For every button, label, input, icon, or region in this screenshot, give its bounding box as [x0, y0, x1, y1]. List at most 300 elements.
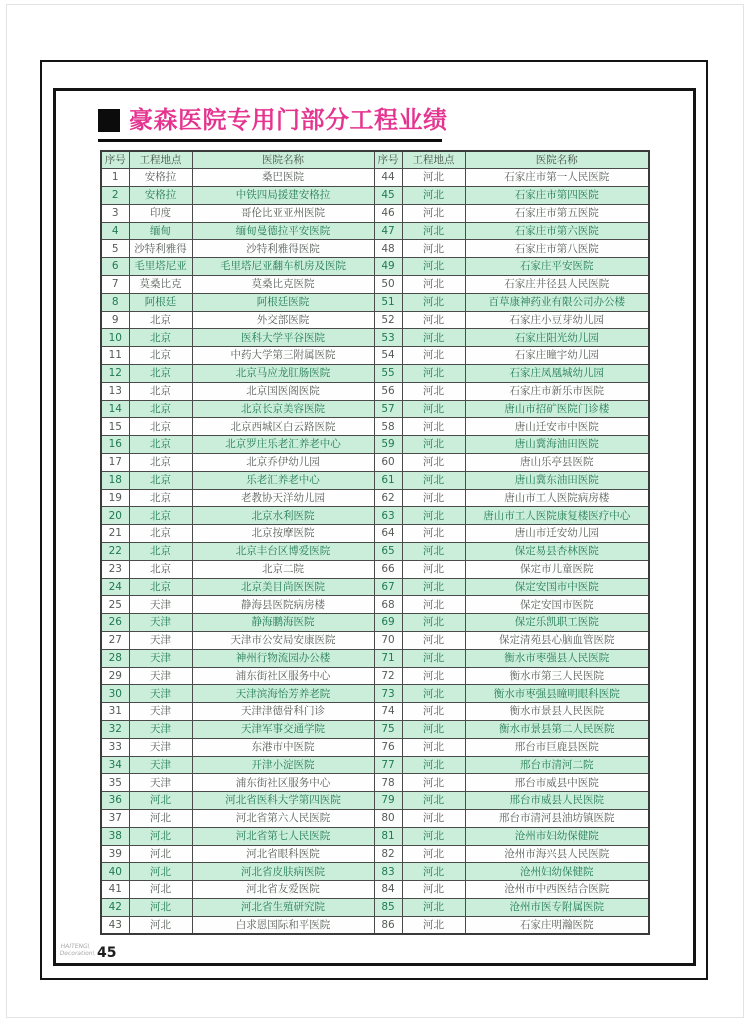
table-row: [101, 454, 649, 472]
hospital-name-cell: 北京二院: [192, 560, 374, 578]
hospital-name-cell: 天津市公安局安康医院: [192, 632, 374, 650]
brand-line-2: Decoration\: [59, 949, 96, 957]
location-cell: 河北: [402, 703, 465, 721]
serial-cell: 69: [374, 614, 402, 632]
location-cell: 北京: [129, 454, 192, 472]
location-cell: 河北: [402, 382, 465, 400]
location-cell: 北京: [129, 489, 192, 507]
location-cell: 河北: [129, 827, 192, 845]
brand-mark: [59, 944, 96, 958]
hospital-name-cell: 医科大学平谷医院: [192, 329, 374, 347]
serial-cell: 27: [101, 632, 129, 650]
table-row: [101, 240, 649, 258]
serial-cell: 36: [101, 792, 129, 810]
location-cell: 河北: [402, 685, 465, 703]
hospital-name-cell: 北京国医阁医院: [192, 382, 374, 400]
serial-cell: 75: [374, 721, 402, 739]
location-cell: 河北: [402, 738, 465, 756]
serial-cell: 28: [101, 649, 129, 667]
hospital-name-cell: 东港市中医院: [192, 738, 374, 756]
location-cell: 天津: [129, 649, 192, 667]
hospital-name-cell: 石家庄市第四医院: [465, 187, 649, 205]
serial-cell: 20: [101, 507, 129, 525]
serial-cell: 64: [374, 525, 402, 543]
serial-cell: 15: [101, 418, 129, 436]
serial-cell: 7: [101, 276, 129, 294]
serial-cell: 14: [101, 400, 129, 418]
serial-cell: 80: [374, 809, 402, 827]
hospital-name-cell: 中药大学第三附属医院: [192, 347, 374, 365]
location-cell: 北京: [129, 507, 192, 525]
location-cell: 河北: [129, 898, 192, 916]
location-cell: 北京: [129, 436, 192, 454]
table-row: [101, 632, 649, 650]
location-cell: 安格拉: [129, 187, 192, 205]
serial-cell: 29: [101, 667, 129, 685]
table-row: [101, 845, 649, 863]
location-cell: 河北: [402, 525, 465, 543]
serial-cell: 77: [374, 756, 402, 774]
serial-cell: 2: [101, 187, 129, 205]
location-cell: 北京: [129, 382, 192, 400]
hospital-name-cell: 邢台市清河二院: [465, 756, 649, 774]
hospital-name-cell: 北京马应龙肛肠医院: [192, 365, 374, 383]
hospital-name-cell: 神州行物流园办公楼: [192, 649, 374, 667]
hospital-name-cell: 石家庄市第八医院: [465, 240, 649, 258]
table-row: [101, 258, 649, 276]
location-cell: 河北: [402, 881, 465, 899]
hospital-name-cell: 石家庄市第一人民医院: [465, 169, 649, 187]
column-header-serial: 序号: [101, 151, 129, 169]
hospital-name-cell: 毛里塔尼亚翻车机房及医院: [192, 258, 374, 276]
hospital-name-cell: 北京按摩医院: [192, 525, 374, 543]
hospital-name-cell: 中铁四局援建安格拉: [192, 187, 374, 205]
hospital-name-cell: 保定易县杏林医院: [465, 543, 649, 561]
table-row: [101, 400, 649, 418]
location-cell: 河北: [402, 578, 465, 596]
serial-cell: 83: [374, 863, 402, 881]
serial-cell: 73: [374, 685, 402, 703]
location-cell: 河北: [129, 881, 192, 899]
brand-line-1: HAITENG\: [60, 943, 91, 950]
serial-cell: 13: [101, 382, 129, 400]
location-cell: 河北: [402, 543, 465, 561]
hospital-name-cell: 衡水市景县人民医院: [465, 703, 649, 721]
serial-cell: 37: [101, 809, 129, 827]
table-row: [101, 649, 649, 667]
serial-cell: 4: [101, 222, 129, 240]
location-cell: 河北: [402, 898, 465, 916]
location-cell: 河北: [402, 293, 465, 311]
hospital-name-cell: 唐山迁安市中医院: [465, 418, 649, 436]
location-cell: 北京: [129, 471, 192, 489]
location-cell: 河北: [402, 809, 465, 827]
serial-cell: 58: [374, 418, 402, 436]
hospital-name-cell: 保定安国市医院: [465, 596, 649, 614]
location-cell: 河北: [402, 863, 465, 881]
location-cell: 印度: [129, 204, 192, 222]
serial-cell: 60: [374, 454, 402, 472]
serial-cell: 82: [374, 845, 402, 863]
location-cell: 河北: [402, 418, 465, 436]
hospital-name-cell: 衡水市枣强县人民医院: [465, 649, 649, 667]
table-row: [101, 436, 649, 454]
table-row: [101, 489, 649, 507]
serial-cell: 11: [101, 347, 129, 365]
location-cell: 河北: [402, 436, 465, 454]
table-row: [101, 774, 649, 792]
hospital-name-cell: 邢台市威县人民医院: [465, 792, 649, 810]
hospital-name-cell: 沧州市妇幼保健院: [465, 827, 649, 845]
hospital-name-cell: 河北省友爱医院: [192, 881, 374, 899]
location-cell: 河北: [402, 845, 465, 863]
title-underline: [98, 139, 442, 142]
location-cell: 河北: [402, 365, 465, 383]
serial-cell: 5: [101, 240, 129, 258]
hospital-name-cell: 邢台市威县中医院: [465, 774, 649, 792]
hospital-name-cell: 沙特利雅得医院: [192, 240, 374, 258]
hospital-name-cell: 河北省医科大学第四医院: [192, 792, 374, 810]
serial-cell: 68: [374, 596, 402, 614]
hospital-name-cell: 石家庄井径县人民医院: [465, 276, 649, 294]
column-header-location: 工程地点: [402, 151, 465, 169]
table-row: [101, 596, 649, 614]
location-cell: 莫桑比克: [129, 276, 192, 294]
serial-cell: 31: [101, 703, 129, 721]
serial-cell: 57: [374, 400, 402, 418]
table-row: [101, 560, 649, 578]
location-cell: 河北: [402, 916, 465, 934]
location-cell: 河北: [402, 667, 465, 685]
projects-table: [100, 150, 650, 935]
hospital-name-cell: 开津小淀医院: [192, 756, 374, 774]
location-cell: 天津: [129, 685, 192, 703]
location-cell: 天津: [129, 756, 192, 774]
hospital-name-cell: 石家庄瞳宇幼儿园: [465, 347, 649, 365]
table-row: [101, 293, 649, 311]
table-row: [101, 471, 649, 489]
hospital-name-cell: 石家庄阳光幼儿园: [465, 329, 649, 347]
title-block: [98, 100, 448, 142]
location-cell: 河北: [129, 845, 192, 863]
hospital-name-cell: 唐山市工人医院康复楼医疗中心: [465, 507, 649, 525]
page-title: 豪森医院专用门部分工程业绩: [129, 106, 448, 134]
location-cell: 河北: [402, 347, 465, 365]
table-row: [101, 204, 649, 222]
location-cell: 北京: [129, 311, 192, 329]
location-cell: 河北: [402, 632, 465, 650]
projects-table-wrap: [100, 150, 650, 935]
hospital-name-cell: 哥伦比亚亚州医院: [192, 204, 374, 222]
table-row: [101, 792, 649, 810]
location-cell: 河北: [402, 507, 465, 525]
serial-cell: 52: [374, 311, 402, 329]
location-cell: 河北: [402, 240, 465, 258]
hospital-name-cell: 桑巴医院: [192, 169, 374, 187]
hospital-name-cell: 石家庄平安医院: [465, 258, 649, 276]
hospital-name-cell: 北京美目尚医医院: [192, 578, 374, 596]
table-row: [101, 276, 649, 294]
table-row: [101, 685, 649, 703]
hospital-name-cell: 石家庄凤凰城幼儿园: [465, 365, 649, 383]
location-cell: 河北: [129, 792, 192, 810]
hospital-name-cell: 缅甸曼德拉平安医院: [192, 222, 374, 240]
serial-cell: 18: [101, 471, 129, 489]
location-cell: 北京: [129, 418, 192, 436]
column-header-hospital: 医院名称: [192, 151, 374, 169]
serial-cell: 51: [374, 293, 402, 311]
serial-cell: 44: [374, 169, 402, 187]
serial-cell: 34: [101, 756, 129, 774]
location-cell: 河北: [402, 400, 465, 418]
serial-cell: 56: [374, 382, 402, 400]
hospital-name-cell: 乐老汇养老中心: [192, 471, 374, 489]
location-cell: 河北: [402, 560, 465, 578]
table-row: [101, 827, 649, 845]
location-cell: 北京: [129, 329, 192, 347]
serial-cell: 32: [101, 721, 129, 739]
table-row: [101, 169, 649, 187]
table-row: [101, 525, 649, 543]
location-cell: 河北: [402, 329, 465, 347]
table-row: [101, 365, 649, 383]
location-cell: 阿根廷: [129, 293, 192, 311]
hospital-name-cell: 北京长京美容医院: [192, 400, 374, 418]
location-cell: 天津: [129, 632, 192, 650]
serial-cell: 42: [101, 898, 129, 916]
location-cell: 安格拉: [129, 169, 192, 187]
hospital-name-cell: 沧州市中西医结合医院: [465, 881, 649, 899]
table-row: [101, 809, 649, 827]
table-row: [101, 667, 649, 685]
hospital-name-cell: 天津滨海怡芳养老院: [192, 685, 374, 703]
serial-cell: 81: [374, 827, 402, 845]
serial-cell: 65: [374, 543, 402, 561]
hospital-name-cell: 保定清苑县心脑血管医院: [465, 632, 649, 650]
table-row: [101, 382, 649, 400]
table-row: [101, 916, 649, 934]
serial-cell: 53: [374, 329, 402, 347]
serial-cell: 17: [101, 454, 129, 472]
serial-cell: 61: [374, 471, 402, 489]
table-row: [101, 311, 649, 329]
column-header-hospital: 医院名称: [465, 151, 649, 169]
hospital-name-cell: 老教协天洋幼儿园: [192, 489, 374, 507]
serial-cell: 79: [374, 792, 402, 810]
table-row: [101, 614, 649, 632]
hospital-name-cell: 河北省第六人民医院: [192, 809, 374, 827]
table-row: [101, 703, 649, 721]
location-cell: 缅甸: [129, 222, 192, 240]
hospital-name-cell: 唐山乐亭县医院: [465, 454, 649, 472]
hospital-name-cell: 唐山市工人医院病房楼: [465, 489, 649, 507]
hospital-name-cell: 沧州妇幼保健院: [465, 863, 649, 881]
hospital-name-cell: 石家庄市第五医院: [465, 204, 649, 222]
hospital-name-cell: 浦东街社区服务中心: [192, 667, 374, 685]
location-cell: 河北: [402, 721, 465, 739]
serial-cell: 21: [101, 525, 129, 543]
serial-cell: 43: [101, 916, 129, 934]
hospital-name-cell: 河北省皮肤病医院: [192, 863, 374, 881]
location-cell: 河北: [402, 169, 465, 187]
table-row: [101, 898, 649, 916]
location-cell: 天津: [129, 774, 192, 792]
serial-cell: 12: [101, 365, 129, 383]
hospital-name-cell: 石家庄市第六医院: [465, 222, 649, 240]
location-cell: 河北: [402, 792, 465, 810]
table-row: [101, 347, 649, 365]
serial-cell: 8: [101, 293, 129, 311]
hospital-name-cell: 北京罗庄乐老汇养老中心: [192, 436, 374, 454]
hospital-name-cell: 保定市儿童医院: [465, 560, 649, 578]
hospital-name-cell: 衡水市景县第二人民医院: [465, 721, 649, 739]
serial-cell: 33: [101, 738, 129, 756]
table-header-row: [101, 151, 649, 169]
table-row: [101, 222, 649, 240]
hospital-name-cell: 静海县医院病房楼: [192, 596, 374, 614]
location-cell: 河北: [402, 454, 465, 472]
serial-cell: 46: [374, 204, 402, 222]
serial-cell: 39: [101, 845, 129, 863]
table-row: [101, 738, 649, 756]
table-row: [101, 507, 649, 525]
table-row: [101, 329, 649, 347]
location-cell: 北京: [129, 560, 192, 578]
hospital-name-cell: 河北省生殖研究院: [192, 898, 374, 916]
hospital-name-cell: 天津军事交通学院: [192, 721, 374, 739]
hospital-name-cell: 白求恩国际和平医院: [192, 916, 374, 934]
serial-cell: 74: [374, 703, 402, 721]
serial-cell: 30: [101, 685, 129, 703]
hospital-name-cell: 保定安国市中医院: [465, 578, 649, 596]
hospital-name-cell: 邢台市巨鹿县医院: [465, 738, 649, 756]
hospital-name-cell: 石家庄明瀚医院: [465, 916, 649, 934]
serial-cell: 25: [101, 596, 129, 614]
location-cell: 天津: [129, 614, 192, 632]
serial-cell: 86: [374, 916, 402, 934]
hospital-name-cell: 北京水利医院: [192, 507, 374, 525]
hospital-name-cell: 唐山冀东油田医院: [465, 471, 649, 489]
location-cell: 河北: [402, 187, 465, 205]
serial-cell: 38: [101, 827, 129, 845]
location-cell: 天津: [129, 738, 192, 756]
serial-cell: 41: [101, 881, 129, 899]
hospital-name-cell: 河北省眼科医院: [192, 845, 374, 863]
serial-cell: 63: [374, 507, 402, 525]
location-cell: 毛里塔尼亚: [129, 258, 192, 276]
hospital-name-cell: 河北省第七人民医院: [192, 827, 374, 845]
hospital-name-cell: 唐山市招矿医院门诊楼: [465, 400, 649, 418]
hospital-name-cell: 唐山市迁安幼儿园: [465, 525, 649, 543]
hospital-name-cell: 衡水市第三人民医院: [465, 667, 649, 685]
hospital-name-cell: 邢台市清河县油坊镇医院: [465, 809, 649, 827]
serial-cell: 71: [374, 649, 402, 667]
table-row: [101, 543, 649, 561]
serial-cell: 35: [101, 774, 129, 792]
location-cell: 北京: [129, 365, 192, 383]
table-row: [101, 578, 649, 596]
hospital-name-cell: 沧州市医专附属医院: [465, 898, 649, 916]
location-cell: 河北: [402, 204, 465, 222]
serial-cell: 54: [374, 347, 402, 365]
serial-cell: 55: [374, 365, 402, 383]
location-cell: 北京: [129, 347, 192, 365]
hospital-name-cell: 石家庄市新乐市医院: [465, 382, 649, 400]
serial-cell: 70: [374, 632, 402, 650]
location-cell: 河北: [402, 649, 465, 667]
serial-cell: 26: [101, 614, 129, 632]
serial-cell: 1: [101, 169, 129, 187]
serial-cell: 16: [101, 436, 129, 454]
serial-cell: 10: [101, 329, 129, 347]
page-footer: [60, 944, 116, 961]
serial-cell: 62: [374, 489, 402, 507]
table-row: [101, 418, 649, 436]
serial-cell: 47: [374, 222, 402, 240]
hospital-name-cell: 衡水市枣强县瞳明眼科医院: [465, 685, 649, 703]
hospital-name-cell: 外交部医院: [192, 311, 374, 329]
hospital-name-cell: 阿根廷医院: [192, 293, 374, 311]
table-row: [101, 756, 649, 774]
serial-cell: 78: [374, 774, 402, 792]
hospital-name-cell: 百草康神药业有限公司办公楼: [465, 293, 649, 311]
location-cell: 北京: [129, 543, 192, 561]
serial-cell: 24: [101, 578, 129, 596]
hospital-name-cell: 唐山冀海油田医院: [465, 436, 649, 454]
serial-cell: 50: [374, 276, 402, 294]
location-cell: 河北: [402, 276, 465, 294]
table-row: [101, 721, 649, 739]
location-cell: 天津: [129, 721, 192, 739]
serial-cell: 48: [374, 240, 402, 258]
serial-cell: 23: [101, 560, 129, 578]
page-number: 45: [96, 945, 117, 961]
title-bullet-square-icon: [98, 109, 120, 132]
location-cell: 天津: [129, 703, 192, 721]
serial-cell: 66: [374, 560, 402, 578]
hospital-name-cell: 沧州市海兴县人民医院: [465, 845, 649, 863]
location-cell: 河北: [402, 489, 465, 507]
column-header-serial: 序号: [374, 151, 402, 169]
location-cell: 沙特利雅得: [129, 240, 192, 258]
hospital-name-cell: 石家庄小豆芽幼儿园: [465, 311, 649, 329]
serial-cell: 45: [374, 187, 402, 205]
hospital-name-cell: 北京丰台区博爱医院: [192, 543, 374, 561]
location-cell: 天津: [129, 596, 192, 614]
location-cell: 河北: [402, 258, 465, 276]
hospital-name-cell: 静海鹏海医院: [192, 614, 374, 632]
location-cell: 河北: [402, 596, 465, 614]
location-cell: 河北: [129, 809, 192, 827]
location-cell: 河北: [129, 916, 192, 934]
hospital-name-cell: 保定乐凯职工医院: [465, 614, 649, 632]
serial-cell: 49: [374, 258, 402, 276]
table-row: [101, 187, 649, 205]
location-cell: 河北: [402, 827, 465, 845]
hospital-name-cell: 天津津德骨科门诊: [192, 703, 374, 721]
table-row: [101, 881, 649, 899]
location-cell: 北京: [129, 400, 192, 418]
hospital-name-cell: 北京乔伊幼儿园: [192, 454, 374, 472]
hospital-name-cell: 莫桑比克医院: [192, 276, 374, 294]
location-cell: 河北: [402, 471, 465, 489]
serial-cell: 3: [101, 204, 129, 222]
location-cell: 河北: [402, 311, 465, 329]
serial-cell: 72: [374, 667, 402, 685]
serial-cell: 19: [101, 489, 129, 507]
serial-cell: 22: [101, 543, 129, 561]
location-cell: 河北: [402, 222, 465, 240]
